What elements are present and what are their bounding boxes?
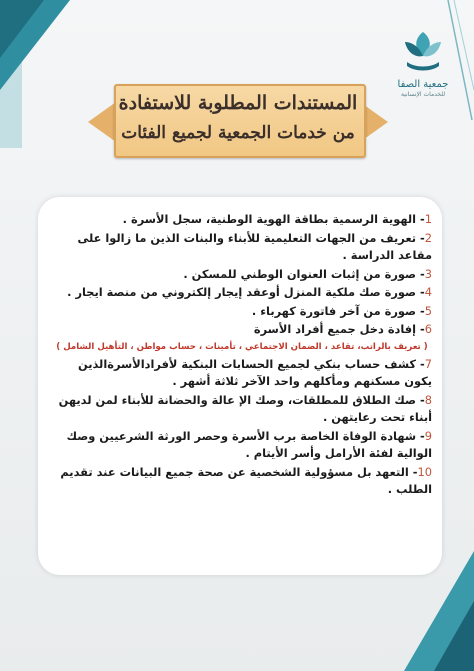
corner-triangle-top-left-dark xyxy=(0,0,44,58)
item-text: - صورة صك ملكية المنزل أوعقد إيجار إلكتروني من منصة ايجار . xyxy=(67,285,425,299)
list-item xyxy=(52,428,432,463)
item-number: 2 xyxy=(424,230,432,245)
leaf-hand-icon xyxy=(401,28,445,74)
item-number: 6 xyxy=(424,322,432,336)
item-number: 8 xyxy=(424,392,432,407)
item-number: 7 xyxy=(424,356,432,371)
title-ribbon xyxy=(88,84,388,154)
item-text: - شهادة الوفاة الخاصة برب الأسرة وحصر الورثة الشرعيين وصك الوالية لفئة الأرامل وأسر الأيتام . xyxy=(66,428,432,460)
item-text: - الهوية الرسمية بطاقة الهوية الوطنية، سجل الأسرة . xyxy=(122,212,425,226)
list-item xyxy=(52,303,432,321)
logo-name: جمعية الصفا xyxy=(397,79,449,90)
income-note: ( تعريف بالراتب، تقاعد ، الضمان الاجتماعي ، تأمينات ، حساب مواطن ، التأهيل الشامل ) xyxy=(56,341,428,352)
list-item xyxy=(52,356,432,391)
item-text: - تعريف من الجهات التعليمية للأبناء والبنات الذين ما زالوا على مقاعد الدراسة . xyxy=(77,230,432,262)
item-text: - صورة من إثبات العنوان الوطني للمسكن . xyxy=(183,266,425,281)
title-line-1: المستندات المطلوبة للاستفادة xyxy=(118,92,358,114)
item-number: 5 xyxy=(424,303,432,318)
item-text: - التعهد بل مسؤولية الشخصية عن صحة جميع البيانات عند تقديم الطلب . xyxy=(60,464,432,496)
item-text: - صورة من آخر فاتورة كهرباء . xyxy=(251,303,425,318)
list-item xyxy=(52,464,432,499)
item-number: 3 xyxy=(424,266,432,281)
item-text: - صك الطلاق للمطلقات، وصك الإ عالة والحضانة للأبناء لمن لديهن أبناء تحت رعايتهن . xyxy=(58,392,432,424)
ribbon-tail-left xyxy=(88,102,116,142)
page-title xyxy=(114,88,362,148)
requirements-card xyxy=(38,197,442,575)
item-number: 1 xyxy=(424,212,432,226)
item-number: 9 xyxy=(424,428,432,443)
title-line-2: من خدمات الجمعية لجميع الفئات xyxy=(121,123,355,143)
list-item xyxy=(52,266,432,284)
item-text: - إفادة دخل جميع أفراد الأسرة xyxy=(253,322,425,336)
list-item xyxy=(52,321,432,339)
item-number: 10 xyxy=(417,464,432,479)
requirements-list xyxy=(52,211,432,500)
item-number: 4 xyxy=(424,285,432,299)
logo-subtitle: للخدمات الإنسانية xyxy=(400,91,446,98)
item-text: - كشف حساب بنكي لجميع الحسابات البنكية لأفرادالأسرةالذين يكون مسكنهم ومأكلهم واحد الآخر ثلاثة أشهر . xyxy=(77,356,432,388)
organization-logo xyxy=(388,28,458,106)
list-item xyxy=(52,211,432,229)
list-item xyxy=(52,392,432,427)
list-item xyxy=(52,284,432,302)
list-item xyxy=(52,230,432,265)
